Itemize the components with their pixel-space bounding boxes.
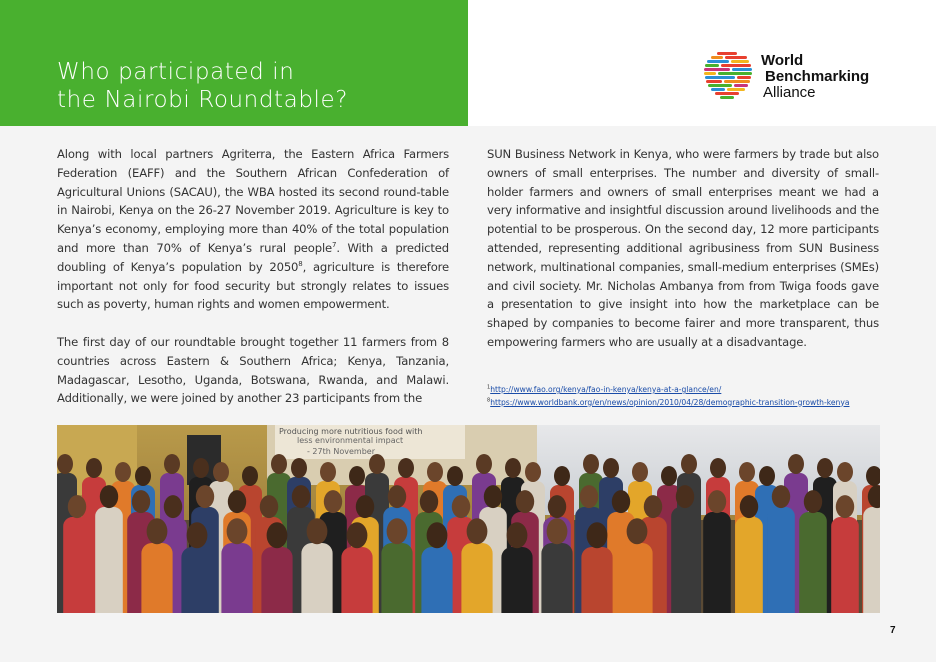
right-text-column [487,145,879,352]
page-title [57,58,457,114]
left-paragraph-1 [57,145,449,314]
footnotes [487,384,907,409]
left-p1-text-c: , agriculture is therefore important not only for food security but strongly relates to issues such as poverty, human rights and women empowerment. [57,259,450,312]
footnote-item [487,384,907,397]
footnote-link[interactable]: https://www.worldbank.org/en/news/opinion/2010/04/28/demographic-transition-growth-kenya [490,397,850,407]
left-p1-text-b: . With a predicted doubling of Kenya’s population by 2050 [57,240,449,274]
photo-banner-line-2: less environmental impact [297,436,404,445]
photo-banner-line-1: Producing more nutritious food with [279,427,423,436]
wba-logo-wordmark [761,53,869,101]
footnote-number: 8 [487,396,491,403]
footnote-link[interactable]: http://www.fao.org/kenya/fao-in-kenya/kenya-at-a-glance/en/ [490,385,722,394]
logo-line-2: Benchmarking [765,68,870,85]
page-number: 7 [890,625,896,636]
right-paragraph-1: SUN Business Network in Kenya, who were farmers by trade but also owners of small enterprises. The number and diversity of small-holder farmers and owners of small enterprises meant we had a very informative and insightful discussion around livelihoods and the potential to be prosperous. On the second day, 12 more participants attended, representing additional agribusiness from SUN Business network, multinational companies, small-medium enterprises (SMEs) and civil society. Mr. Nicholas Ambanya from from Twiga foods gave a presentation to give insight into how the marketplace can be shaped by companies to become fairer and more transparent, thus empowering farmers who are usually at a disadvantage. [487,147,879,349]
left-text-column [57,145,449,408]
page-title-line-1: Who participated in [57,59,295,85]
footnote-ref-7[interactable]: 7 [332,241,337,250]
left-p1-text-a: Along with local partners Agriterra, the Eastern Africa Farmers Federation (EAFF) and the Southern African Confederation of Agricultural Unions (SACAU), the WBA hosted its second round-table in Nairobi, Kenya on the 26-27 November 2019. Agriculture is key to Kenya’s economy, employing more than 40% of the total population and more than 70% of Kenya’s rural people [57,147,449,255]
page-title-line-2: the Nairobi Roundtable? [57,87,349,113]
wba-logo-mark-icon [703,50,757,106]
logo-line-3: Alliance [763,84,816,101]
photo-banner-line-3: - 27th November [307,447,375,456]
group-photo-illustration [57,425,880,613]
group-photo [57,425,880,613]
left-paragraph-2: The first day of our roundtable brought together 11 farmers from 8 countries across Eastern & Southern Africa; Kenya, Tanzania, Madagascar, Lesotho, Uganda, Botswana, Rwanda, and Malawi. Additionally, we were joined by another 23 participants from the [57,334,449,406]
footnote-number: 1 [487,384,491,391]
wba-logo [703,50,893,106]
footnote-item [487,397,907,410]
footnote-ref-8[interactable]: 8 [298,259,303,268]
logo-line-1: World [761,52,804,69]
